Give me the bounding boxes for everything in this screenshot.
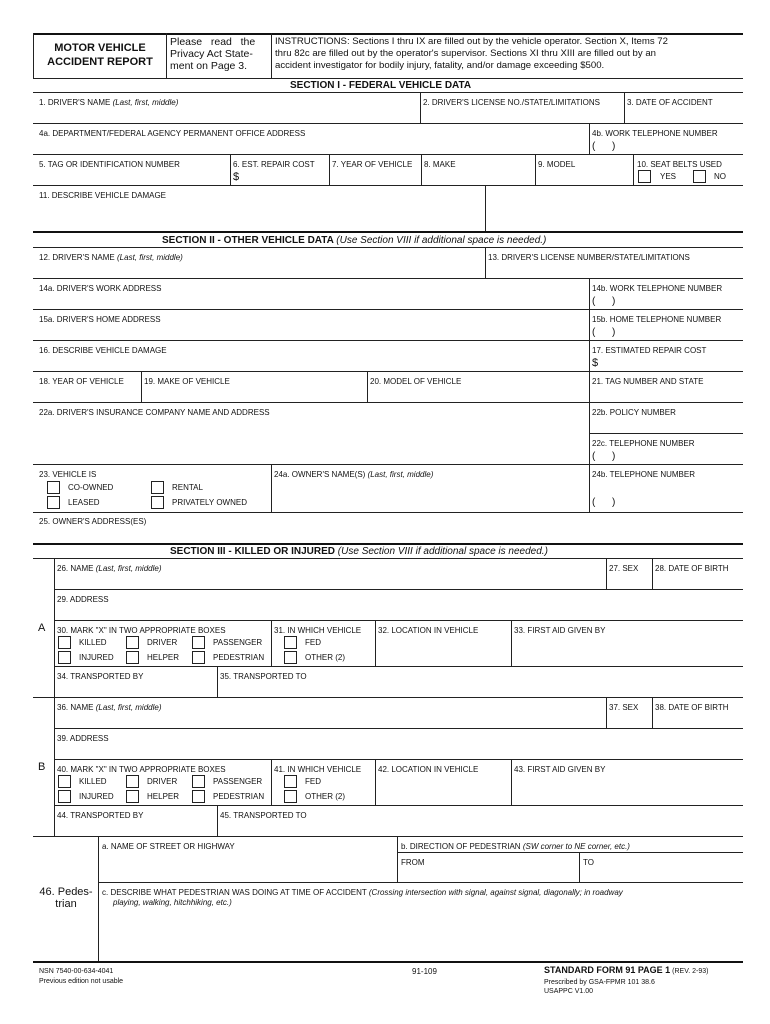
person-a-letter: A [38,622,46,634]
label-no: NO [714,172,726,181]
checkbox-rental[interactable] [151,481,164,494]
rule [33,558,743,559]
instructions-line: thru 82c are filled out by the operator's supervisor. Sections XI thru XIII are filled out by an [275,48,656,59]
checkbox-b-injured[interactable] [58,790,71,803]
top-border [33,33,743,35]
divider [375,620,376,666]
checkbox-co-owned[interactable] [47,481,60,494]
field-37-sex[interactable]: 37. SEX [609,703,639,712]
divider [329,154,330,185]
checkbox-b-other[interactable] [284,790,297,803]
field-46c-hint-line2 [113,898,232,908]
divider [511,759,512,805]
divider [589,123,590,154]
field-22a-insurance[interactable]: 22a. DRIVER'S INSURANCE COMPANY NAME AND ADDRESS [39,408,270,417]
field-11-damage[interactable]: 11. DESCRIBE VEHICLE DAMAGE [39,191,166,200]
label-helper: HELPER [147,653,180,662]
field-28-dob[interactable]: 28. DATE OF BIRTH [655,564,729,573]
divider [375,759,376,805]
field-46c-describe[interactable] [102,888,623,898]
rule [33,697,743,698]
label: b. DIRECTION OF PEDESTRIAN [401,842,521,851]
form-title-line1: MOTOR VEHICLE [54,42,146,54]
dollar-sign: $ [233,171,240,183]
divider [271,759,272,805]
field-4a-office-address[interactable]: 4a. DEPARTMENT/FEDERAL AGENCY PERMANENT OFFICE ADDRESS [39,129,306,138]
divider [141,371,142,402]
field-5-tag[interactable]: 5. TAG OR IDENTIFICATION NUMBER [39,160,180,169]
section3-title [170,546,548,558]
checkbox-a-pedestrian[interactable] [192,651,205,664]
title-text: SECTION II - OTHER VEHICLE DATA [162,235,334,246]
checkbox-a-killed[interactable] [58,636,71,649]
label-passenger: PASSENGER [213,638,263,647]
label: 1. DRIVER'S NAME [39,98,111,107]
field-6-repair-cost[interactable]: 6. EST. REPAIR COST [233,160,315,169]
field-34-transported-by[interactable]: 34. TRANSPORTED BY [57,672,144,681]
field-27-sex[interactable]: 27. SEX [609,564,639,573]
field-29-address[interactable]: 29. ADDRESS [57,595,109,604]
checkbox-a-injured[interactable] [58,651,71,664]
phone-parens: ( ) [592,327,616,338]
label-pedestrian: PEDESTRIAN [213,792,265,801]
field-45-transported-to[interactable]: 45. TRANSPORTED TO [220,811,307,820]
field-13-license[interactable]: 13. DRIVER'S LICENSE NUMBER/STATE/LIMITATIONS [488,253,690,262]
checkbox-b-passenger[interactable] [192,775,205,788]
instructions-line: accident investigator for bodily injury, fatality, and/or damage exceeding $500. [275,60,605,71]
field-42-location[interactable]: 42. LOCATION IN VEHICLE [378,765,479,774]
footer-prescribed: Prescribed by GSA-FPMR 101 38.6 [544,979,655,986]
rule [33,512,743,513]
hint: (Last, first, middle) [95,703,162,712]
label-injured: INJURED [79,653,114,662]
revision: (REV. 2-93) [672,968,709,975]
label-pedestrian: PEDESTRIAN [213,653,265,662]
rule [54,666,743,667]
privacy-line: Please read the [170,36,256,48]
field-33-first-aid[interactable]: 33. FIRST AID GIVEN BY [514,626,606,635]
privacy-line: Privacy Act State- [170,48,253,60]
hint: (Last, first, middle) [367,470,434,479]
divider [633,154,634,185]
divider [511,620,512,666]
divider [589,464,590,512]
label: 24a. OWNER'S NAME(S) [274,470,366,479]
bottom-border [33,961,743,963]
checkbox-a-driver[interactable] [126,636,139,649]
label-fed: FED [305,638,321,647]
checkbox-b-helper[interactable] [126,790,139,803]
field-15a-home-address[interactable]: 15a. DRIVER'S HOME ADDRESS [39,315,161,324]
divider [217,666,218,697]
divider [367,371,368,402]
checkbox-b-pedestrian[interactable] [192,790,205,803]
footer-nsn: NSN 7540-00-634-4041 [39,968,114,975]
checkbox-b-fed[interactable] [284,775,297,788]
rule [54,620,743,621]
field-14b-work-phone[interactable]: 14b. WORK TELEPHONE NUMBER [592,284,723,293]
checkbox-a-helper[interactable] [126,651,139,664]
field-2-license[interactable]: 2. DRIVER'S LICENSE NO./STATE/LIMITATIONS [423,98,600,107]
rule [589,433,743,434]
checkbox-seatbelt-no[interactable] [693,170,706,183]
field-41-vehicle: 41. IN WHICH VEHICLE [274,765,362,774]
hint: playing, walking, hitchhiking, etc.) [113,898,232,907]
field-30-mark: 30. MARK "X" IN TWO APPROPRIATE BOXES [57,626,226,635]
field-direction-to[interactable]: TO [583,858,594,867]
rule [54,589,743,590]
divider [230,154,231,185]
rule [33,836,743,837]
divider [652,558,653,589]
field-26-name[interactable] [57,564,162,574]
checkbox-a-other[interactable] [284,651,297,664]
dollar-sign: $ [592,357,599,369]
field-14a-work-address[interactable]: 14a. DRIVER'S WORK ADDRESS [39,284,162,293]
divider [624,92,625,123]
phone-parens: ( ) [592,451,616,462]
rule [33,402,743,403]
rule [33,340,743,341]
divider [485,247,486,278]
label-passenger: PASSENGER [213,777,263,786]
field-23-vehicle-is: 23. VEHICLE IS [39,470,97,479]
hint: (Last, first, middle) [95,564,162,573]
header-divider [166,33,167,78]
field-10-seat-belts: 10. SEAT BELTS USED [637,160,722,169]
section1-title: SECTION I - FEDERAL VEHICLE DATA [290,80,472,91]
label-fed: FED [305,777,321,786]
rule [33,278,743,279]
field-31-vehicle: 31. IN WHICH VEHICLE [274,626,362,635]
field-36-name[interactable] [57,703,162,713]
checkbox-b-driver[interactable] [126,775,139,788]
field-20-model[interactable]: 20. MODEL OF VEHICLE [370,377,462,386]
instructions [275,36,745,72]
rule [33,78,743,79]
field-17-repair-cost[interactable]: 17. ESTIMATED REPAIR COST [592,346,707,355]
hint: (Last, first, middle) [112,98,179,107]
section-border [33,543,743,545]
hint: (SW corner to NE corner, etc.) [522,842,630,851]
pedestrian-label-line1: 46. Pedes- [39,886,93,898]
rule [33,309,743,310]
field-15b-home-phone[interactable]: 15b. HOME TELEPHONE NUMBER [592,315,722,324]
label-driver: DRIVER [147,777,178,786]
field-24b-phone[interactable]: 24b. TELEPHONE NUMBER [592,470,695,479]
checkbox-seatbelt-yes[interactable] [638,170,651,183]
checkbox-b-killed[interactable] [58,775,71,788]
checkbox-a-passenger[interactable] [192,636,205,649]
rule [33,247,743,248]
divider [606,697,607,728]
field-19-make[interactable]: 19. MAKE OF VEHICLE [144,377,230,386]
divider [397,836,398,882]
phone-parens: ( ) [592,497,616,508]
form-title [34,41,166,69]
rule [33,123,743,124]
rule [54,805,743,806]
section-border [33,231,743,233]
rule [54,728,743,729]
label-other: OTHER (2) [305,653,345,662]
section2-title [162,235,546,247]
divider [652,697,653,728]
rule [33,154,743,155]
label-leased: LEASED [68,498,100,507]
privacy-line: ment on Page 3. [170,60,248,72]
field-39-address[interactable]: 39. ADDRESS [57,734,109,743]
label-privately-owned: PRIVATELY OWNED [172,498,247,507]
label-killed: KILLED [79,777,107,786]
label: 12. DRIVER'S NAME [39,253,115,262]
field-4b-work-phone[interactable]: 4b. WORK TELEPHONE NUMBER [592,129,718,138]
rule [33,464,743,465]
divider [579,852,580,882]
field-12-driver-name[interactable] [39,253,183,263]
label: 36. NAME [57,703,94,712]
field-44-transported-by[interactable]: 44. TRANSPORTED BY [57,811,144,820]
label: c. DESCRIBE WHAT PEDESTRIAN WAS DOING AT TIME OF ACCIDENT [102,888,367,897]
field-43-first-aid[interactable]: 43. FIRST AID GIVEN BY [514,765,606,774]
field-46b-direction [401,842,630,852]
rule [397,852,743,853]
field-32-location[interactable]: 32. LOCATION IN VEHICLE [378,626,479,635]
label-other: OTHER (2) [305,792,345,801]
label-rental: RENTAL [172,483,203,492]
title-hint: (Use Section VIII if additional space is needed.) [337,546,548,557]
divider [271,464,272,512]
label-killed: KILLED [79,638,107,647]
rule [33,371,743,372]
field-25-owner-address[interactable]: 25. OWNER'S ADDRESS(ES) [39,517,147,526]
form-number: STANDARD FORM 91 PAGE 1 [544,965,671,975]
checkbox-privately-owned[interactable] [151,496,164,509]
field-22c-phone[interactable]: 22c. TELEPHONE NUMBER [592,439,695,448]
field-24a-owner-name[interactable] [274,470,433,480]
label-injured: INJURED [79,792,114,801]
title-text: SECTION III - KILLED OR INJURED [170,546,336,557]
field-3-date[interactable]: 3. DATE OF ACCIDENT [627,98,713,107]
privacy-notice [170,36,272,72]
field-40-mark: 40. MARK "X" IN TWO APPROPRIATE BOXES [57,765,226,774]
field-35-transported-to[interactable]: 35. TRANSPORTED TO [220,672,307,681]
label-helper: HELPER [147,792,180,801]
phone-parens: ( ) [592,296,616,307]
instructions-line: INSTRUCTIONS: Sections I thru IX are filled out by the vehicle operator. Section X, Items 72 [275,36,668,47]
label-co-owned: CO-OWNED [68,483,114,492]
hint: (Crossing intersection with signal, against signal, diagonally; in roadway [368,888,623,897]
footer-usappc: USAPPC V1.00 [544,988,594,995]
pedestrian-column-border [98,836,99,961]
label: 26. NAME [57,564,94,573]
label-yes: YES [660,172,677,181]
phone-parens: ( ) [592,141,616,152]
person-b-letter: B [38,761,46,773]
divider [421,154,422,185]
checkbox-leased[interactable] [47,496,60,509]
divider [485,185,486,231]
field-18-year[interactable]: 18. YEAR OF VEHICLE [39,377,124,386]
field-7-year[interactable]: 7. YEAR OF VEHICLE [332,160,413,169]
hint: (Last, first, middle) [117,253,183,262]
divider [606,558,607,589]
field-9-model[interactable]: 9. MODEL [538,160,576,169]
field-22b-policy[interactable]: 22b. POLICY NUMBER [592,408,676,417]
divider [535,154,536,185]
checkbox-a-fed[interactable] [284,636,297,649]
pedestrian-label-line2: trian [55,898,77,910]
field-46a-street[interactable]: a. NAME OF STREET OR HIGHWAY [102,842,235,851]
pedestrian-label [34,886,98,910]
divider [271,620,272,666]
divider [217,805,218,836]
form-title-line2: ACCIDENT REPORT [47,56,153,68]
rule [54,759,743,760]
rule [33,185,743,186]
rule [98,882,743,883]
title-hint: (Use Section VIII if additional space is needed.) [336,235,547,246]
footer-form-number [544,966,708,976]
footer-previous-edition: Previous edition not usable [39,978,124,985]
divider [420,92,421,123]
rule [33,92,743,93]
field-38-dob[interactable]: 38. DATE OF BIRTH [655,703,729,712]
field-direction-from[interactable]: FROM [401,858,425,867]
footer-code: 91-109 [412,967,437,976]
field-1-driver-name[interactable] [39,98,178,108]
field-8-make[interactable]: 8. MAKE [424,160,456,169]
field-21-tag[interactable]: 21. TAG NUMBER AND STATE [592,377,704,386]
label-driver: DRIVER [147,638,178,647]
field-16-damage[interactable]: 16. DESCRIBE VEHICLE DAMAGE [39,346,167,355]
